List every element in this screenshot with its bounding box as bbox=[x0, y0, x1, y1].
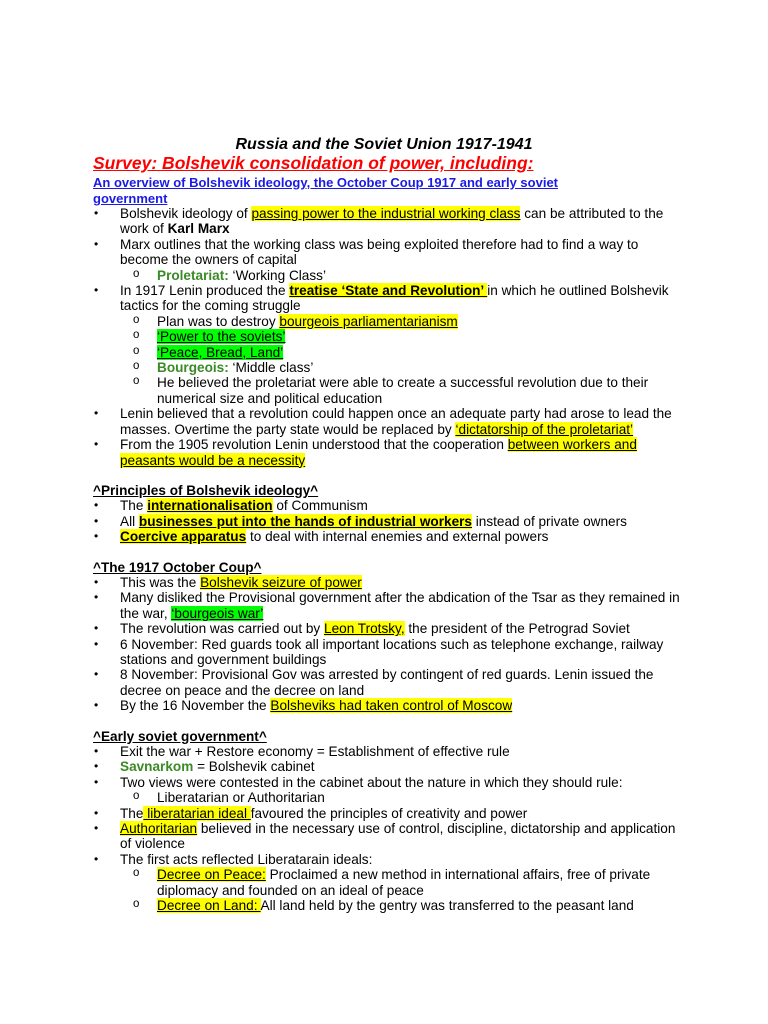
list-item: • This was the Bolshevik seizure of power bbox=[93, 575, 683, 590]
list-item: • Marx outlines that the working class was being exploited therefore had to find a way to become the owners of capital bbox=[93, 237, 683, 268]
list-item: • From the 1905 revolution Lenin understood that the cooperation between workers and peasants would be a necessity bbox=[93, 437, 683, 468]
sub-list-item: o Decree on Peace: Proclaimed a new method in international affairs, free of private diplomacy and founded on an ideal of peace bbox=[93, 867, 683, 898]
sub-list-item: o Decree on Land: All land held by the gentry was transferred to the peasant land bbox=[93, 898, 683, 913]
list-item: • Savnarkom = Bolshevik cabinet bbox=[93, 759, 683, 774]
list-item: • The first acts reflected Liberatarain ideals: bbox=[93, 852, 683, 867]
coup-list bbox=[93, 575, 683, 714]
list-item: • All businesses put into the hands of industrial workers instead of private owners bbox=[93, 514, 683, 529]
list-item: • Exit the war + Restore economy = Establishment of effective rule bbox=[93, 744, 683, 759]
list-item: • The internationalisation of Communism bbox=[93, 498, 683, 513]
coup-heading: ^The 1917 October Coup^ bbox=[93, 559, 262, 575]
document-title: Russia and the Soviet Union 1917-1941 bbox=[235, 136, 533, 153]
sub-list-item: o ‘Peace, Bread, Land’ bbox=[93, 345, 683, 360]
list-item: • By the 16 November the Bolsheviks had taken control of Moscow bbox=[93, 698, 683, 713]
overview-list bbox=[93, 206, 683, 468]
list-item: • In 1917 Lenin produced the treatise ‘State and Revolution’ in which he outlined Bolshevik tactics for the coming struggle bbox=[93, 283, 683, 314]
list-item: • The liberatarian ideal favoured the principles of creativity and power bbox=[93, 806, 683, 821]
list-item: • Two views were contested in the cabinet about the nature in which they should rule: bbox=[93, 775, 683, 790]
list-item: • Authoritarian believed in the necessary use of control, discipline, dictatorship and application of violence bbox=[93, 821, 683, 852]
survey-heading: Survey: Bolshevik consolidation of power, including: bbox=[93, 153, 534, 173]
list-item: • 8 November: Provisional Gov was arrested by contingent of red guards. Lenin issued the decree on peace and the decree on land bbox=[93, 667, 683, 698]
list-item: • 6 November: Red guards took all important locations such as telephone exchange, railway stations and government buildings bbox=[93, 637, 683, 668]
document-body bbox=[93, 206, 683, 913]
sub-list-item: o Plan was to destroy bourgeois parliamentarianism bbox=[93, 314, 683, 329]
list-item: • Bolshevik ideology of passing power to the industrial working class can be attributed to the work of Karl Marx bbox=[93, 206, 683, 237]
sub-list-item: o Bourgeois: ‘Middle class’ bbox=[93, 360, 683, 375]
overview-heading: An overview of Bolshevik ideology, the October Coup 1917 and early soviet government bbox=[93, 175, 558, 206]
sub-list-item: o Liberatarian or Authoritarian bbox=[93, 790, 683, 805]
early-government-list bbox=[93, 744, 683, 913]
sub-list-item: o ‘Power to the soviets’ bbox=[93, 329, 683, 344]
sub-list-item: o He believed the proletariat were able to create a successful revolution due to their numerical size and political education bbox=[93, 375, 683, 406]
principles-heading: ^Principles of Bolshevik ideology^ bbox=[93, 482, 319, 498]
list-item: • Coercive apparatus to deal with internal enemies and external powers bbox=[93, 529, 683, 544]
early-government-heading: ^Early soviet government^ bbox=[93, 728, 267, 744]
sub-list-item: o Proletariat: ‘Working Class’ bbox=[93, 268, 683, 283]
list-item: • Many disliked the Provisional government after the abdication of the Tsar as they remained in the war, ‘bourgeois war’ bbox=[93, 590, 683, 621]
list-item: • The revolution was carried out by Leon Trotsky, the president of the Petrograd Soviet bbox=[93, 621, 683, 636]
principles-list bbox=[93, 498, 683, 544]
list-item: • Lenin believed that a revolution could happen once an adequate party had arose to lead the masses. Overtime the party state would be replaced by ‘dictatorship of the proletariat’ bbox=[93, 406, 683, 437]
